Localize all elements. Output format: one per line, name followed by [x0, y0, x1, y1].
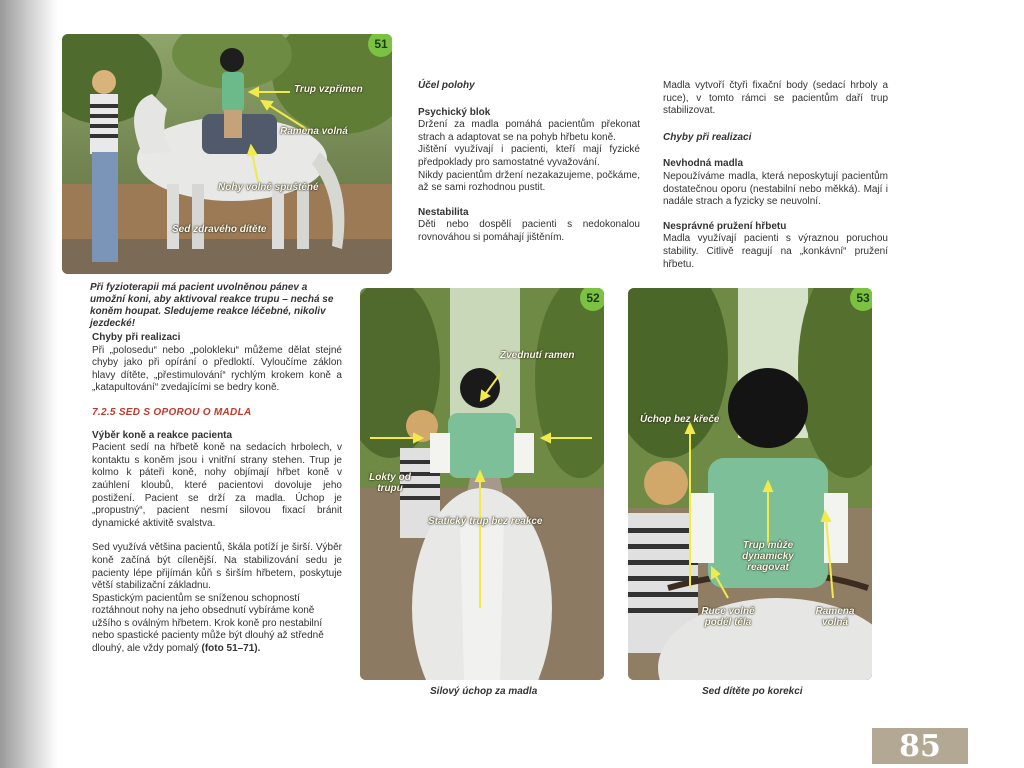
photo-number-51: 51	[368, 34, 392, 57]
paragraph: Jištění využívají i pacienti, kteří mají fyzické předpoklady pro samostatné vyvažování.	[418, 144, 640, 168]
photo-52-caption: Silový úchop za madla	[430, 686, 538, 697]
photo-51-label-trunk: Trup vzpřímen	[294, 84, 363, 95]
heading-psychicky-blok: Psychický blok	[418, 106, 491, 118]
paragraph: Nikdy pacientům držení nezakazujeme, počkáme, až se sami rozhodnou pustit.	[418, 169, 640, 194]
photo-51-caption: Při fyzioterapii má pacient uvolněnou pánev a umožní koni, aby aktivoval reakce trupu – nechá se koněm houpat. Sledujeme reakce léčebné, nikoliv jezdecké!	[90, 282, 334, 329]
paragraph: Pacient sedí na hřbetě koně na sedacích hrbolech, v kontaktu s koněm jsou i vnitřní strany stehen. Trup je kolmo k páteři koně, nohy objímají hřbet koně v zaúhlení kloubů, které pacientovi dovoluje jeho postižení. Pacient se drží za madla. Úchop je „propustný“, pacient nesmí silovou fixací bránit dynamické aktivitě svalstva.	[92, 442, 342, 529]
heading-chyby-right: Chyby při realizaci	[663, 131, 752, 143]
photo-52-label-trunk: Statický trup bez reakce	[428, 516, 543, 527]
paragraph: Nepoužíváme madla, která neposkytují pacientům dostatečnou oporu (nestabilní nebo měkká). Mají i nadále strach a fyzicky se neuvolní.	[663, 170, 888, 208]
paragraph: Spastickým pacientům se sníženou schopností roztáhnout nohy na jeho obsednutí vybíráme koně užšího s oválným hřbetem. Krok koně pro nestabilní nebo spastické pacienty může být dlouhý až středně dlouhý, ale vždy pomalý	[92, 592, 324, 655]
left-column	[92, 332, 342, 656]
paragraph: Madla využívají pacienti s výraznou poruchou stability. Citlivě reagují na „konkávní“ pružení hřbetu.	[663, 233, 888, 270]
photo-51-label-shoulders: Ramena volná	[280, 126, 348, 137]
photo-51	[62, 34, 392, 274]
paragraph: Držení za madla pomáhá pacientům překonat strach a adaptovat se na pohyb hřbetu koně.	[418, 119, 640, 143]
photo-53-label-grip: Úchop bez křeče	[640, 414, 720, 425]
paragraph: Sed využívá většina pacientů, škála potíží je širší. Výběr koně začíná být cílenější. Na stabilizování sedu je pacienty lépe přijímán kůň s širším hřbetem, poskytuje větší stabilizační základnu.	[92, 542, 342, 592]
heading-nespravne-pruzeni: Nesprávné pružení hřbetu	[663, 220, 787, 232]
photo-51-image	[62, 34, 392, 274]
heading-vyber-kone: Výběr koně a reakce pacienta	[92, 429, 233, 441]
paragraph: Při „polosedu“ nebo „polokleku“ můžeme dělat stejné chyby jako při opírání o předloktí. Vyloučíme záklon hlavy dítěte, „přestimulování“ rychlým krokem koně a „katapultování“ zvedajícími se bedry koně.	[92, 344, 342, 394]
heading-nevhodna-madla: Nevhodná madla	[663, 158, 744, 170]
heading-nestabilita: Nestabilita	[418, 206, 469, 218]
paragraph: Děti nebo dospělí pacienti s nedokonalou rovnováhou si pomáhají jištěním.	[418, 219, 640, 243]
photo-53-label-arms: Ruce volně podél těla	[701, 606, 755, 628]
photo-52	[360, 288, 604, 680]
right-column	[663, 80, 888, 271]
page-number: 85	[872, 728, 968, 764]
book-gutter-shadow	[0, 0, 58, 768]
section-heading: 7.2.5 SED S OPOROU O MADLA	[92, 406, 252, 418]
photo-53-label-shoulders: Ramena volná	[815, 606, 855, 628]
photo-51-label-legs: Nohy volně spuštěné	[218, 182, 319, 193]
photo-reference: (foto 51–71).	[201, 643, 261, 655]
photo-51-label-seat: Sed zdravého dítěte	[172, 224, 267, 235]
heading-chyby-left: Chyby při realizaci	[92, 332, 181, 343]
photo-number-53: 53	[850, 288, 872, 311]
photo-52-label-shoulders: Zvednutí ramen	[500, 350, 575, 361]
photo-53-caption: Sed dítěte po korekci	[702, 686, 803, 697]
paragraph: Madla vytvoří čtyři fixační body (sedací hrboly a ruce), v tomto rámci se pacientům daří trup stabilizovat.	[663, 80, 888, 117]
photo-53-label-trunk: Trup může dynamicky reagovat	[742, 540, 794, 573]
middle-column	[418, 80, 640, 245]
photo-number-52: 52	[580, 288, 604, 311]
photo-53	[628, 288, 872, 680]
heading-ucel-polohy: Účel polohy	[418, 80, 475, 91]
photo-52-label-elbows: Lokty od trupu	[369, 472, 411, 494]
